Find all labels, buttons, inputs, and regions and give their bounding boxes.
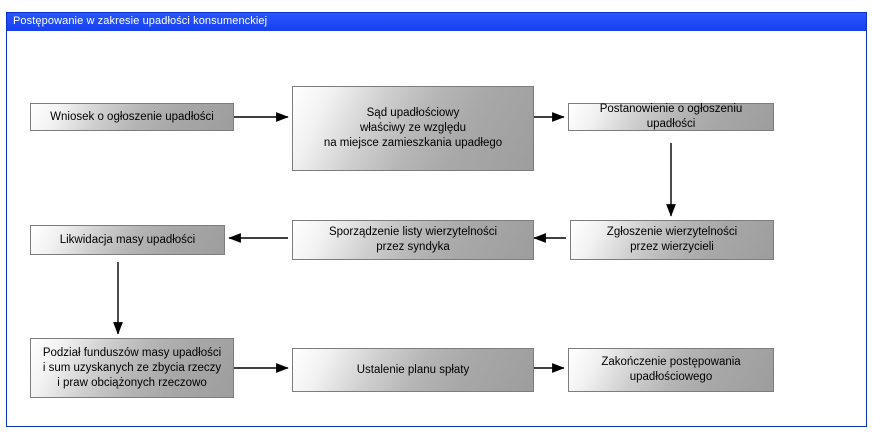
node-label-line-2: przez syndyka	[376, 241, 450, 253]
node-label-line-3: na miejsce zamieszkania upadłego	[323, 137, 503, 149]
flowchart-node-plan-splaty[interactable]	[292, 348, 534, 392]
diagram-window	[6, 12, 867, 427]
node-label: Ustalenie planu spłaty	[356, 363, 470, 376]
flowchart-canvas	[7, 31, 866, 426]
node-label-line-3: i praw obciążonych rzeczowo	[57, 376, 207, 389]
node-label-line-2: i sum uzyskanych ze zbycia rzeczy	[42, 361, 222, 374]
node-label: Postanowienie o ogłoszeniu upadłości	[599, 103, 743, 130]
window-title: Postępowanie w zakresie upadłości konsumenckiej	[13, 15, 268, 27]
flowchart-node-sad-upadlosciowy[interactable]	[292, 86, 534, 171]
flowchart-node-likwidacja[interactable]	[30, 225, 225, 255]
node-label-line-2: upadłościowego	[629, 371, 713, 383]
flowchart-node-wniosek[interactable]	[30, 103, 234, 131]
node-label: Likwidacja masy upadłości	[59, 233, 196, 246]
node-label: Wniosek o ogłoszenie upadłości	[50, 110, 214, 123]
window-titlebar[interactable]	[7, 13, 866, 31]
flowchart-node-lista-wierzytelnosci[interactable]	[292, 220, 534, 260]
flowchart-node-postanowienie[interactable]	[568, 103, 774, 131]
flowchart-node-zakonczenie[interactable]	[568, 348, 774, 392]
node-label-line-2: przez wierzycieli	[630, 241, 714, 253]
node-label-line-2: właściwy ze względu	[359, 122, 467, 134]
node-label-line-1: Zakończenie postępowania	[601, 356, 741, 368]
node-label-line-1: Podział funduszów masy upadłości	[42, 346, 222, 359]
node-label-line-1: Sąd upadłościowy	[366, 107, 460, 119]
node-label-line-1: Zgłoszenie wierzytelności	[606, 226, 738, 238]
node-label-line-1: Sporządzenie listy wierzytelności	[328, 226, 498, 238]
flowchart-node-podzial-funduszow[interactable]	[30, 338, 234, 398]
flowchart-node-zgloszenie-wierzytelnosci[interactable]	[570, 220, 774, 260]
